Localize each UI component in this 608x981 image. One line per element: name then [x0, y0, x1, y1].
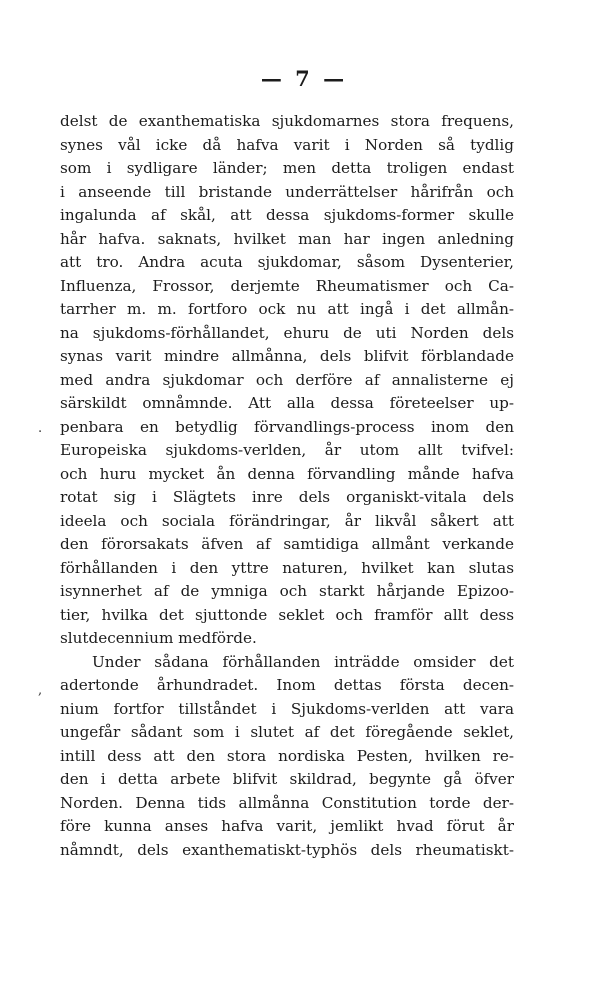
paragraph	[60, 651, 514, 863]
text-line: isynnerhet af de ymniga och starkt hårjande Epizoo-	[60, 582, 514, 600]
paragraph	[60, 110, 514, 651]
text-line: den förorsakats äfven af samtidiga allmånt verkande	[60, 535, 514, 553]
text-line: intill dess att den stora nordiska Pesten, hvilken re-	[60, 746, 514, 765]
text-line: ideela och sociala förändringar, år likvål såkert att	[60, 511, 514, 530]
text-line: särskildt omnåmnde. Att alla dessa företeelser up-	[60, 394, 514, 412]
text-line: ungefår sådant som i slutet af det föregående seklet,	[60, 723, 514, 741]
body-text	[60, 110, 514, 862]
text-line: na sjukdoms-förhållandet, ehuru de uti Norden dels	[60, 323, 514, 342]
text-line: Under sådana förhållanden inträdde omsider det	[92, 652, 514, 671]
text-line: i anseende till bristande underrättelser hårifrån och	[60, 182, 514, 201]
text-line: Influenza, Frossor, derjemte Rheumatismer och Ca-	[60, 276, 514, 295]
text-line: Norden. Denna tids allmånna Constitution torde der-	[60, 793, 514, 812]
margin-mark: .	[38, 421, 43, 436]
text-line: ingalunda af skål, att dessa sjukdoms-former skulle	[60, 206, 514, 224]
text-line: hår hafva. saknats, hvilket man har ingen anledning	[60, 229, 514, 248]
text-line: den i detta arbete blifvit skildrad, begynte gå öfver	[60, 770, 514, 788]
text-line: synas varit mindre allmånna, dels blifvit förblandade	[60, 347, 514, 365]
text-line: penbara en betydlig förvandlings-process inom den	[60, 417, 514, 436]
text-line: synes vål icke då hafva varit i Norden så tydlig	[60, 135, 514, 154]
text-line: nåmndt, dels exanthematiskt-typhös dels rheumatiskt-	[60, 840, 514, 859]
text-line: som i sydligare länder; men detta troligen endast	[60, 159, 514, 177]
text-line: rotat sig i Slägtets inre dels organiskt-vitala dels	[60, 488, 514, 506]
margin-mark: ,	[38, 683, 43, 698]
text-line: nium fortfor tillståndet i Sjukdoms-verlden att vara	[60, 699, 514, 718]
text-line: tarrher m. m. fortforo ock nu att ingå i det allmån-	[60, 300, 514, 318]
text-line: förhållanden i den yttre naturen, hvilket kan slutas	[60, 558, 514, 577]
page-number: — 7 —	[260, 66, 348, 91]
text-line: Europeiska sjukdoms-verlden, år utom allt tvifvel:	[60, 441, 514, 459]
text-line: med andra sjukdomar och derföre af annalisterne ej	[60, 370, 514, 389]
text-line: slutdecennium medförde.	[60, 629, 257, 647]
text-line: tier, hvilka det sjuttonde seklet och framför allt dess	[60, 605, 514, 624]
text-line: att tro. Andra acuta sjukdomar, såsom Dysenterier,	[60, 253, 514, 271]
text-line: före kunna anses hafva varit, jemlikt hvad förut år	[60, 817, 514, 835]
text-line: adertonde århundradet. Inom dettas första decen-	[60, 676, 514, 694]
text-line: delst de exanthematiska sjukdomarnes stora frequens,	[60, 112, 514, 130]
text-line: och huru mycket ån denna förvandling månde hafva	[60, 464, 514, 483]
